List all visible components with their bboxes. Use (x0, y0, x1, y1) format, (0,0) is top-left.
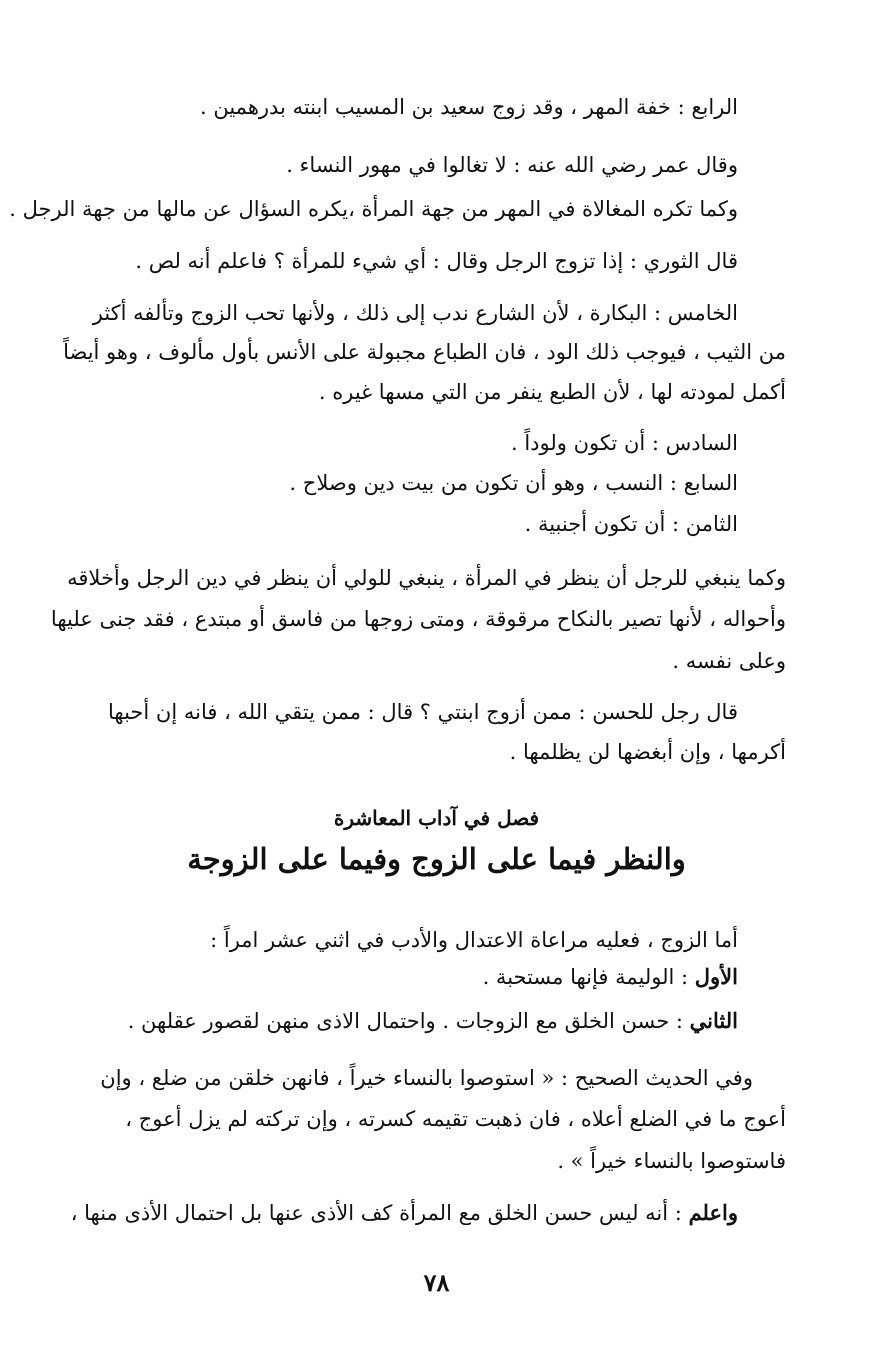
text-line: السادس : أن تكون ولوداً . (510, 431, 738, 455)
text-line (38, 1198, 738, 1228)
item-text: : أنه ليس حسن الخلق مع المرأة كف الأذى عنها بل احتمال الأذى منها ، (70, 1201, 682, 1225)
item-sep: : (669, 1009, 683, 1033)
text-line: الخامس : البكارة ، لأن الشارع ندب إلى ذلك ، ولأنها تحب الزوج وتألفه أكثر (92, 301, 738, 325)
text-line (483, 962, 738, 992)
text-line: قال الثوري : إذا تزوج الرجل وقال : أي شيء للمرأة ؟ فاعلم أنه لص . (135, 249, 738, 273)
item-label: واعلم (688, 1200, 738, 1225)
item-text: الوليمة فإنها مستحبة . (482, 965, 675, 989)
text-line: أعوج ما في الضلع أعلاه ، فان ذهبت تقيمه كسرته ، وإن تركته لم يزل أعوج ، (125, 1107, 786, 1131)
text-line: وأحواله ، لأنها تصير بالنكاح مرقوقة ، ومتى زوجها من فاسق أو مبتدع ، فقد جنى عليها (50, 607, 786, 631)
text-line: قال رجل للحسن : ممن أزوج ابنتي ؟ قال : ممن يتقي الله ، فانه إن أحبها (108, 700, 738, 724)
text-line (128, 1006, 738, 1036)
text-line: وعلى نفسه . (672, 649, 786, 673)
section-title: فصل في آداب المعاشرة (333, 806, 540, 830)
text-line: وكما تكره المغالاة في المهر من جهة المرأة ،يكره السؤال عن مالها من جهة الرجل . (9, 197, 738, 221)
text-line: أما الزوج ، فعليه مراعاة الاعتدال والأدب في اثني عشر امراً : (210, 928, 738, 952)
item-label: الثاني (689, 1008, 738, 1033)
text-line: السابع : النسب ، وهو أن تكون من بيت دين وصلاح . (289, 471, 738, 495)
text-line: وفي الحديث الصحيح : « استوصوا بالنساء خيراً ، فانهن خلقن من ضلع ، وإن (100, 1066, 753, 1090)
text-line: أكرمها ، وإن أبغضها لن يظلمها . (509, 740, 786, 764)
text-line: وقال عمر رضي الله عنه : لا تغالوا في مهور النساء . (286, 153, 738, 177)
item-sep: : (674, 965, 689, 989)
text-line: من الثيب ، فيوجب ذلك الود ، فان الطباع مجبولة على الأنس بأول مألوف ، وهو أيضاً (63, 340, 786, 364)
text-line: الرابع : خفة المهر ، وقد زوج سعيد بن المسيب ابنته بدرهمين . (200, 95, 738, 119)
section-subtitle: والنظر فيما على الزوج وفيما على الزوجة (187, 842, 686, 876)
text-line: الثامن : أن تكون أجنبية . (524, 512, 738, 536)
text-line: فاستوصوا بالنساء خيراً » . (557, 1149, 786, 1173)
text-line: أكمل لمودته لها ، لأن الطبع ينفر من التي مسها غيره . (318, 380, 786, 404)
item-label: الأول (694, 964, 738, 989)
text-line: وكما ينبغي للرجل أن ينظر في المرأة ، ينبغي للولي أن ينظر في دين الرجل وأخلاقه (67, 566, 786, 590)
page-number: ٧٨ (423, 1268, 450, 1297)
item-text: حسن الخلق مع الزوجات . واحتمال الاذى منهن لقصور عقلهن . (127, 1009, 670, 1033)
